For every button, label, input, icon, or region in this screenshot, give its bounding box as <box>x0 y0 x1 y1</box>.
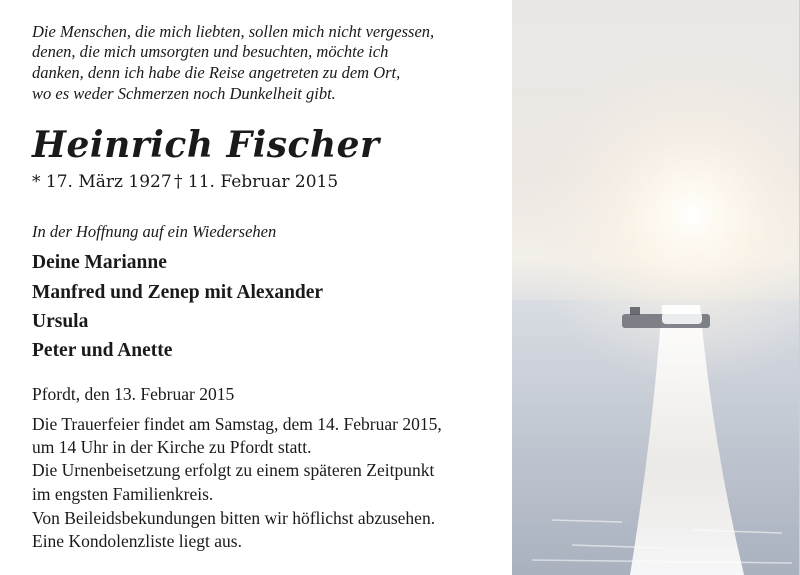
mourner-name: Deine Marianne <box>32 252 167 273</box>
mourner-name: Manfred und Zenep mit Alexander <box>32 282 324 303</box>
notice-line: Die Urnenbeisetzung erfolgt zu einem späteren Zeitpunkt <box>32 460 435 480</box>
boat-glare <box>662 312 702 324</box>
notice-line: um 14 Uhr in der Kirche zu Pfordt statt. <box>32 437 312 457</box>
poem-line: Die Menschen, die mich liebten, sollen mich nicht vergessen, <box>32 22 435 41</box>
life-dates <box>32 172 432 192</box>
hope-line: In der Hoffnung auf ein Wiedersehen <box>32 222 277 241</box>
birth-date: * 17. März 1927 <box>32 172 172 192</box>
poem-line: wo es weder Schmerzen noch Dunkelheit gibt. <box>32 84 336 103</box>
photo-illustration <box>512 0 799 575</box>
mourner-name: Peter und Anette <box>32 340 173 361</box>
deceased-name: Heinrich Fischer <box>32 124 380 166</box>
mourner-name: Ursula <box>32 311 89 332</box>
poem-line: danken, denn ich habe die Reise angetreten zu dem Ort, <box>32 63 401 82</box>
notice-line: Eine Kondolenzliste liegt aus. <box>32 531 242 551</box>
death-date: † 11. Februar 2015 <box>174 172 339 192</box>
notice-line: Von Beileidsbekundungen bitten wir höflichst abzusehen. <box>32 508 436 528</box>
boat-cabin <box>630 307 640 315</box>
sunset-lake-photo <box>512 0 799 575</box>
notice-line: Die Trauerfeier findet am Samstag, dem 14. Februar 2015, <box>32 414 442 434</box>
notice-line: im engsten Familienkreis. <box>32 484 214 504</box>
place-date: Pfordt, den 13. Februar 2015 <box>32 384 235 404</box>
poem-line: denen, die mich umsorgten und besuchten, möchte ich <box>32 42 389 61</box>
